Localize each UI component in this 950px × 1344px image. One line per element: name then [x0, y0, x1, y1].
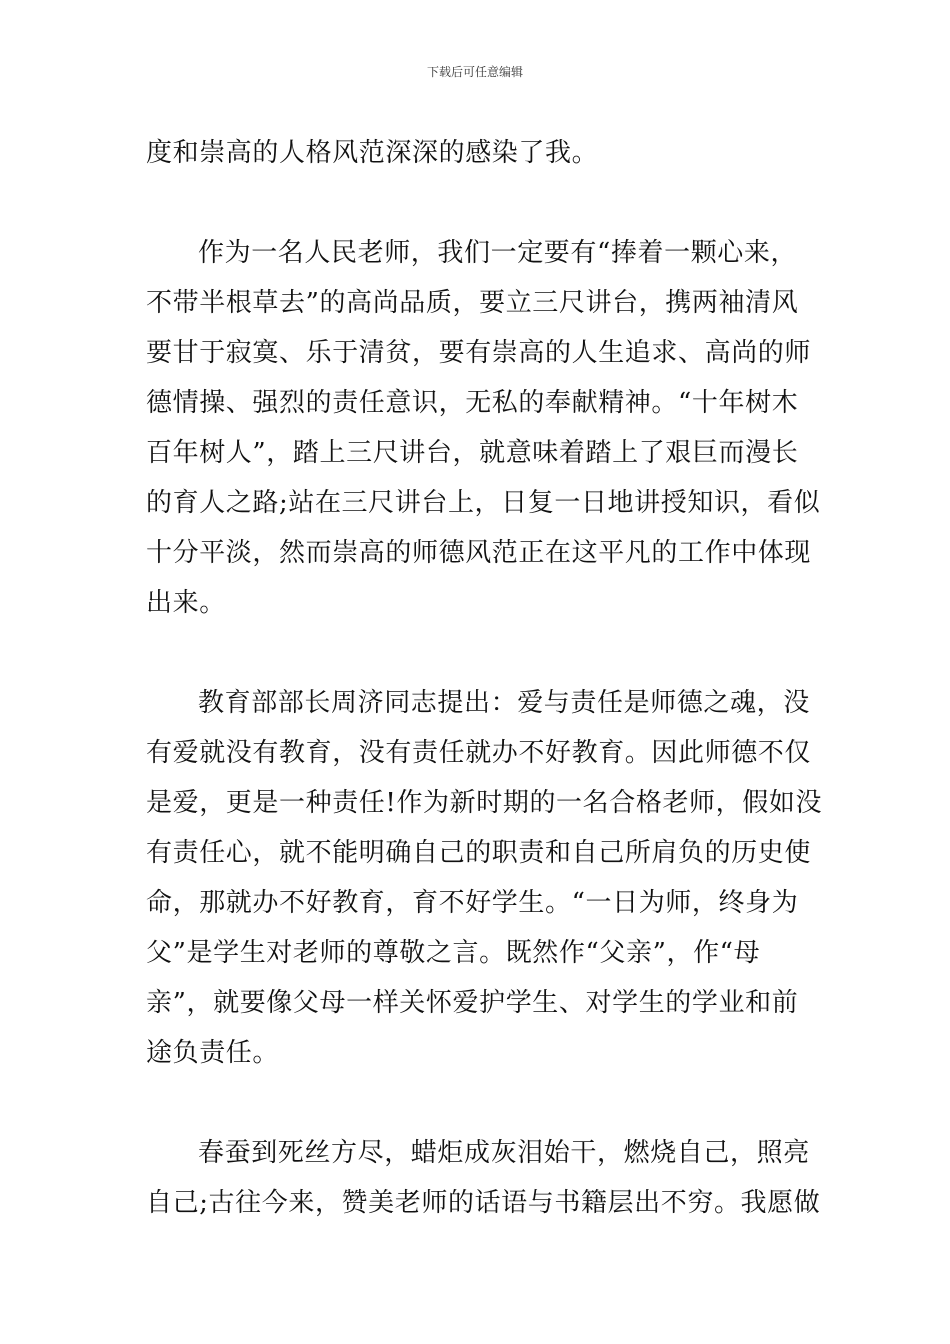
paragraph-3 — [146, 678, 823, 1078]
text-line: 途负责任。 — [146, 1038, 280, 1068]
page-header: 下载后可任意编辑 — [426, 65, 523, 79]
paragraph-2 — [146, 228, 821, 628]
text-line: 要甘于寂寞、乐于清贫，要有崇高的人生追求、高尚的师 — [146, 338, 812, 368]
paragraph-gap — [146, 178, 806, 228]
paragraph-4 — [146, 1128, 821, 1228]
text-line: 春蚕到死丝方尽，蜡炬成灰泪始干，燃烧自己，照亮 — [198, 1138, 810, 1168]
text-line: 不带半根草去”的高尚品质，要立三尺讲台，携两袖清风 — [146, 288, 799, 318]
text-line: 作为一名人民老师，我们一定要有“捧着一颗心来， — [198, 238, 798, 268]
text-line: 十分平淡，然而崇高的师德风范正在这平凡的工作中体现 — [146, 538, 812, 568]
text-line: 有爱就没有教育，没有责任就办不好教育。因此师德不仅 — [146, 738, 812, 768]
text-line: 度和崇高的人格风范深深的感染了我。 — [146, 138, 599, 168]
text-line: 命，那就办不好教育，育不好学生。“一日为师，终身为 — [146, 888, 799, 918]
text-line: 有责任心，就不能明确自己的职责和自己所肩负的历史使 — [146, 838, 812, 868]
text-line: 教育部部长周济同志提出：爱与责任是师德之魂，没 — [198, 688, 810, 718]
text-line: 百年树人”，踏上三尺讲台，就意味着踏上了艰巨而漫长 — [146, 438, 799, 468]
paragraph-gap — [146, 1078, 806, 1128]
text-line: 的育人之路;站在三尺讲台上，日复一日地讲授知识，看似 — [146, 488, 821, 518]
text-line: 亲”，就要像父母一样关怀爱护学生、对学生的学业和前 — [146, 988, 799, 1018]
text-line: 父”是学生对老师的尊敬之言。既然作“父亲”，作“母 — [146, 938, 761, 968]
document-body — [146, 128, 823, 1228]
paragraph-1 — [146, 128, 806, 178]
paragraph-gap — [146, 628, 806, 678]
text-line: 出来。 — [146, 588, 226, 618]
text-line: 是爱，更是一种责任!作为新时期的一名合格老师，假如没 — [146, 788, 823, 818]
text-line: 自己;古往今来，赞美老师的话语与书籍层出不穷。我愿做 — [146, 1188, 821, 1218]
text-line: 德情操、强烈的责任意识，无私的奉献精神。“十年树木 — [146, 388, 799, 418]
